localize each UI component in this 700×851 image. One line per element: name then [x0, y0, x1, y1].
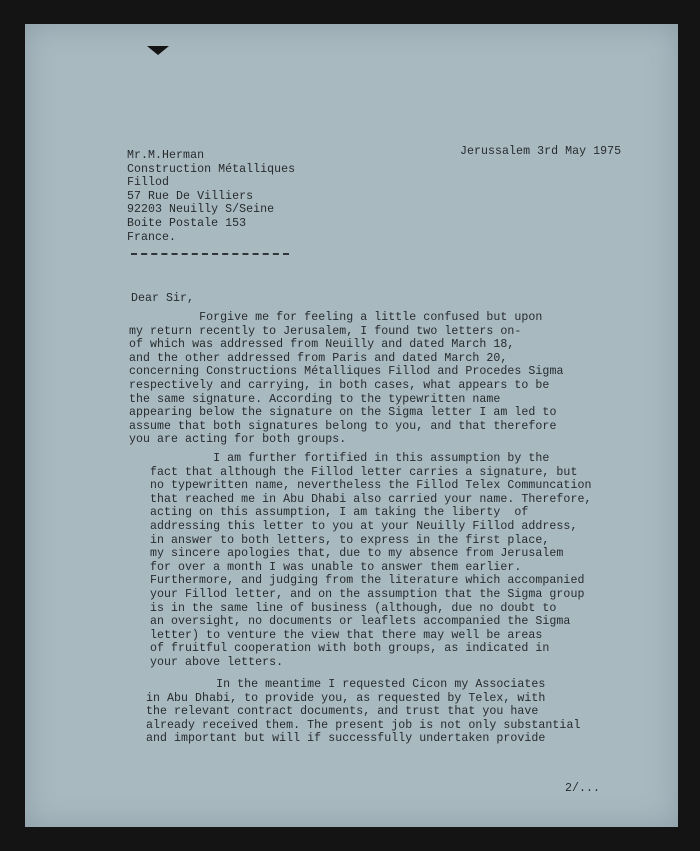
- paragraph-2: I am further fortified in this assumption by the fact that although the Fillod letter carries a signature, but no typewritten name, nevertheless the Fillod Telex Communcation that reached me in Abu Dhabi also carried your name. Therefore, acting on this assumption, I am taking the liberty of addressing this letter to you at your Neuilly Fillod address, in answer to both letters, to express in the first place, my sincere apologies that, due to my absence from Jerusalem for over a month I was unable to answer them earlier. Furthermore, and judging from the literature which accompanied your Fillod letter, and on the assumption that the Sigma group is in the same line of business (although, due no doubt to an oversight, no documents or leaflets accompanied the Sigma letter) to venture the view that there may well be areas of fruitful cooperation with both groups, as indicated in your above letters.: [150, 452, 592, 669]
- page-corner-notch: [147, 46, 169, 55]
- date-line: Jerussalem 3rd May 1975: [460, 145, 622, 158]
- salutation: Dear Sir,: [131, 292, 195, 305]
- page-continuation-marker: 2/...: [565, 782, 601, 795]
- paragraph-1: Forgive me for feeling a little confused but upon my return recently to Jerusalem, I found two letters on- of which was addressed from Neuilly and dated March 18, and the other addressed from Paris and dated March 20, concerning Constructions Métalliques Fillod and Procedes Sigma respectively and carrying, in both cases, what appears to be the same signature. According to the typewritten name appearing below the signature on the Sigma letter I am led to assume that both signatures belong to you, and that therefore you are acting for both groups.: [129, 311, 564, 447]
- recipient-address: Mr.M.Herman Construction Métalliques Fillod 57 Rue De Villiers 92203 Neuilly S/Seine Boite Postale 153 France.: [127, 149, 296, 244]
- paragraph-3: In the meantime I requested Cicon my Associates in Abu Dhabi, to provide you, as requested by Telex, with the relevant contract documents, and trust that you have already received them. The present job is not only substantial and important but will if successfully undertaken provide: [146, 678, 581, 746]
- address-divider: [131, 253, 289, 255]
- letter-page: [25, 24, 678, 827]
